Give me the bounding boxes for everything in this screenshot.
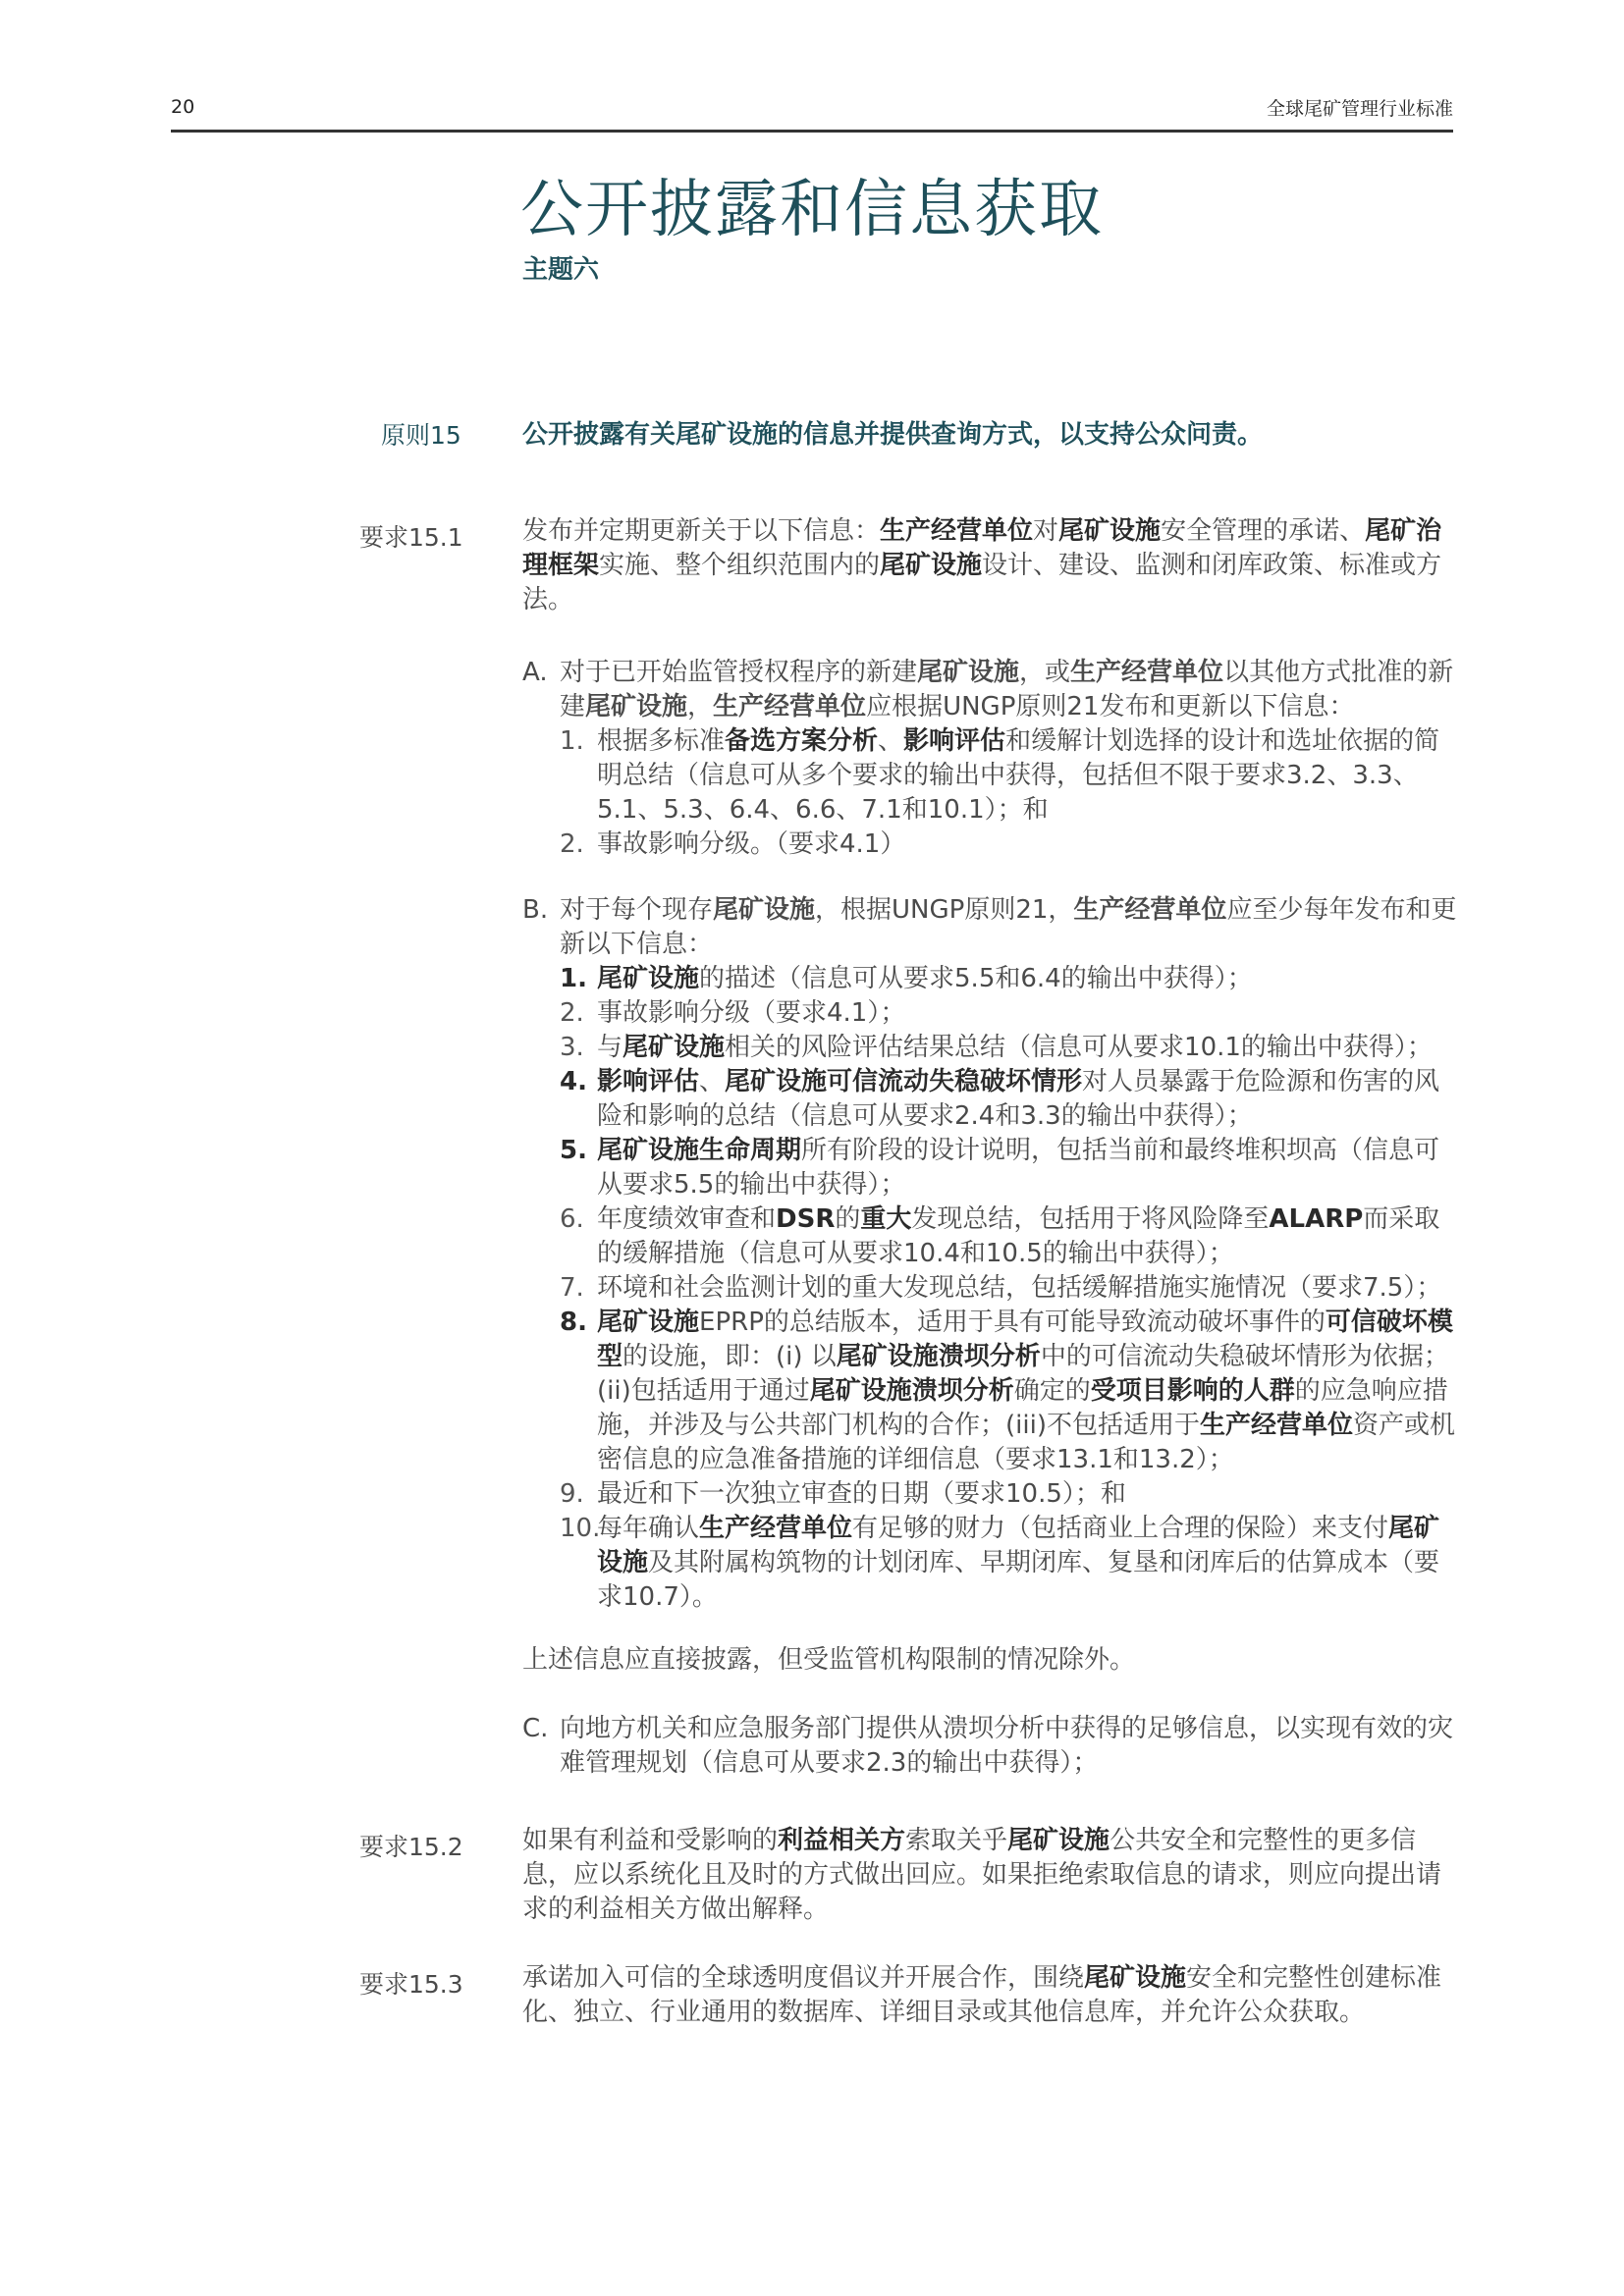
list-item-number: 9. [560, 1479, 584, 1509]
list-item [560, 1512, 1465, 1615]
list-item-text: 环境和社会监测计划的重大发现总结，包括缓解措施实施情况（要求7.5）； [597, 1273, 1442, 1303]
list-item-number: 10. [560, 1514, 601, 1543]
list-item-number: 7. [560, 1273, 584, 1303]
section-a [522, 656, 1465, 724]
list-item [560, 1031, 1465, 1065]
list-item [560, 996, 1465, 1031]
list-item [560, 724, 1465, 828]
list-item-text: 尾矿设施的描述（信息可从要求5.5和6.4的输出中获得）； [597, 964, 1253, 993]
list-item [560, 1065, 1465, 1134]
section-a-text: 对于已开始监管授权程序的新建尾矿设施，或生产经营单位以其他方式批准的新建尾矿设施，生产经营单位应根据UNGP原则21发布和更新以下信息： [560, 658, 1454, 721]
list-item [560, 1202, 1465, 1271]
list-item-number: 4. [560, 1067, 587, 1096]
list-item-number: 1. [560, 964, 587, 993]
list-item [560, 1271, 1465, 1306]
list-item-text: 最近和下一次独立审查的日期（要求10.5）；和 [597, 1479, 1126, 1509]
list-item-text: 每年确认生产经营单位有足够的财力（包括商业上合理的保险）来支付尾矿设施及其附属构筑物的计划闭库、早期闭库、复垦和闭库后的估算成本（要求10.7）。 [597, 1514, 1440, 1612]
section-b-text: 对于每个现存尾矿设施，根据UNGP原则21，生产经营单位应至少每年发布和更新以下信息： [560, 895, 1457, 959]
list-item-text: 年度绩效审查和DSR的重大发现总结，包括用于将风险降至ALARP而采取的缓解措施（信息可从要求10.4和10.5的输出中获得）； [597, 1204, 1440, 1268]
page-number: 20 [171, 96, 195, 118]
req-15-3-label: 要求15.3 [359, 1970, 463, 1999]
req-15-3-text: 承诺加入可信的全球透明度倡议并开展合作，围绕尾矿设施安全和完整性创建标准化、独立、行业通用的数据库、详细目录或其他信息库，并允许公众获取。 [522, 1963, 1442, 2027]
list-item-text: 事故影响分级（要求4.1）； [597, 998, 906, 1028]
section-b [522, 893, 1465, 962]
principle-text: 公开披露有关尾矿设施的信息并提供查询方式，以支持公众问责。 [522, 420, 1264, 450]
list-item-number: 5. [560, 1136, 587, 1165]
section-a-list [560, 724, 1465, 862]
header-divider [171, 130, 1453, 133]
req-15-1-text: 发布并定期更新关于以下信息：生产经营单位对尾矿设施安全管理的承诺、尾矿治理框架实施、整个组织范围内的尾矿设施设计、建设、监测和闭库政策、标准或方法。 [522, 516, 1442, 614]
list-item-text: 事故影响分级。（要求4.1） [597, 829, 906, 859]
req-15-2-text: 如果有利益和受影响的利益相关方索取关乎尾矿设施公共安全和完整性的更多信息，应以系统化且及时的方式做出回应。如果拒绝索取信息的请求，则应向提出请求的利益相关方做出解释。 [522, 1826, 1442, 1924]
list-item [560, 1477, 1465, 1512]
list-item [560, 962, 1465, 996]
section-c-mark: C. [522, 1714, 549, 1743]
list-item [560, 828, 1465, 862]
list-item-number: 2. [560, 829, 584, 859]
section-b-mark: B. [522, 895, 549, 925]
page-title: 公开披露和信息获取 [520, 174, 1104, 246]
list-item-text: 影响评估、尾矿设施可信流动失稳破坏情形对人员暴露于危险源和伤害的风险和影响的总结（信息可从要求2.4和3.3的输出中获得）； [597, 1067, 1440, 1131]
list-item [560, 1134, 1465, 1202]
list-item-text: 尾矿设施生命周期所有阶段的设计说明，包括当前和最终堆积坝高（信息可从要求5.5的输出中获得）； [597, 1136, 1440, 1200]
principle-label: 原则15 [381, 421, 461, 450]
list-item-text: 尾矿设施EPRP的总结版本，适用于具有可能导致流动破坏事件的可信破坏模型的设施，即：(i) 以尾矿设施溃坝分析中的可信流动失稳破坏情形为依据；(ii)包括适用于通过尾矿设施溃坝分析确定的受项目影响的人群的应急响应措施，并涉及与公共部门机构的合作；(iii)不包括适用于生产经营单位资产或机密信息的应急准备措施的详细信息（要求13.1和13.2）； [597, 1308, 1455, 1474]
section-b-list [560, 962, 1465, 1615]
list-item-number: 1. [560, 726, 584, 756]
list-item-number: 8. [560, 1308, 587, 1337]
section-a-mark: A. [522, 658, 548, 687]
req-15-1-label: 要求15.1 [359, 523, 463, 552]
list-item-text: 与尾矿设施相关的风险评估结果总结（信息可从要求10.1的输出中获得）； [597, 1033, 1433, 1062]
running-header-title: 全球尾矿管理行业标准 [1266, 98, 1453, 120]
section-c [522, 1712, 1465, 1781]
list-item-number: 2. [560, 998, 584, 1028]
page-subtitle: 主题六 [522, 255, 600, 285]
list-item-number: 3. [560, 1033, 584, 1062]
req-15-2-label: 要求15.2 [359, 1833, 463, 1861]
section-c-text: 向地方机关和应急服务部门提供从溃坝分析中获得的足够信息，以实现有效的灾难管理规划（信息可从要求2.3的输出中获得）； [560, 1714, 1454, 1778]
list-item [560, 1306, 1465, 1477]
list-item-text: 根据多标准备选方案分析、影响评估和缓解计划选择的设计和选址依据的简明总结（信息可从多个要求的输出中获得，包括但不限于要求3.2、3.3、5.1、5.3、6.4、6.6、7.1和10.1）；和 [597, 726, 1440, 825]
disclosure-note: 上述信息应直接披露，但受监管机构限制的情况除外。 [522, 1645, 1136, 1675]
list-item-number: 6. [560, 1204, 584, 1234]
